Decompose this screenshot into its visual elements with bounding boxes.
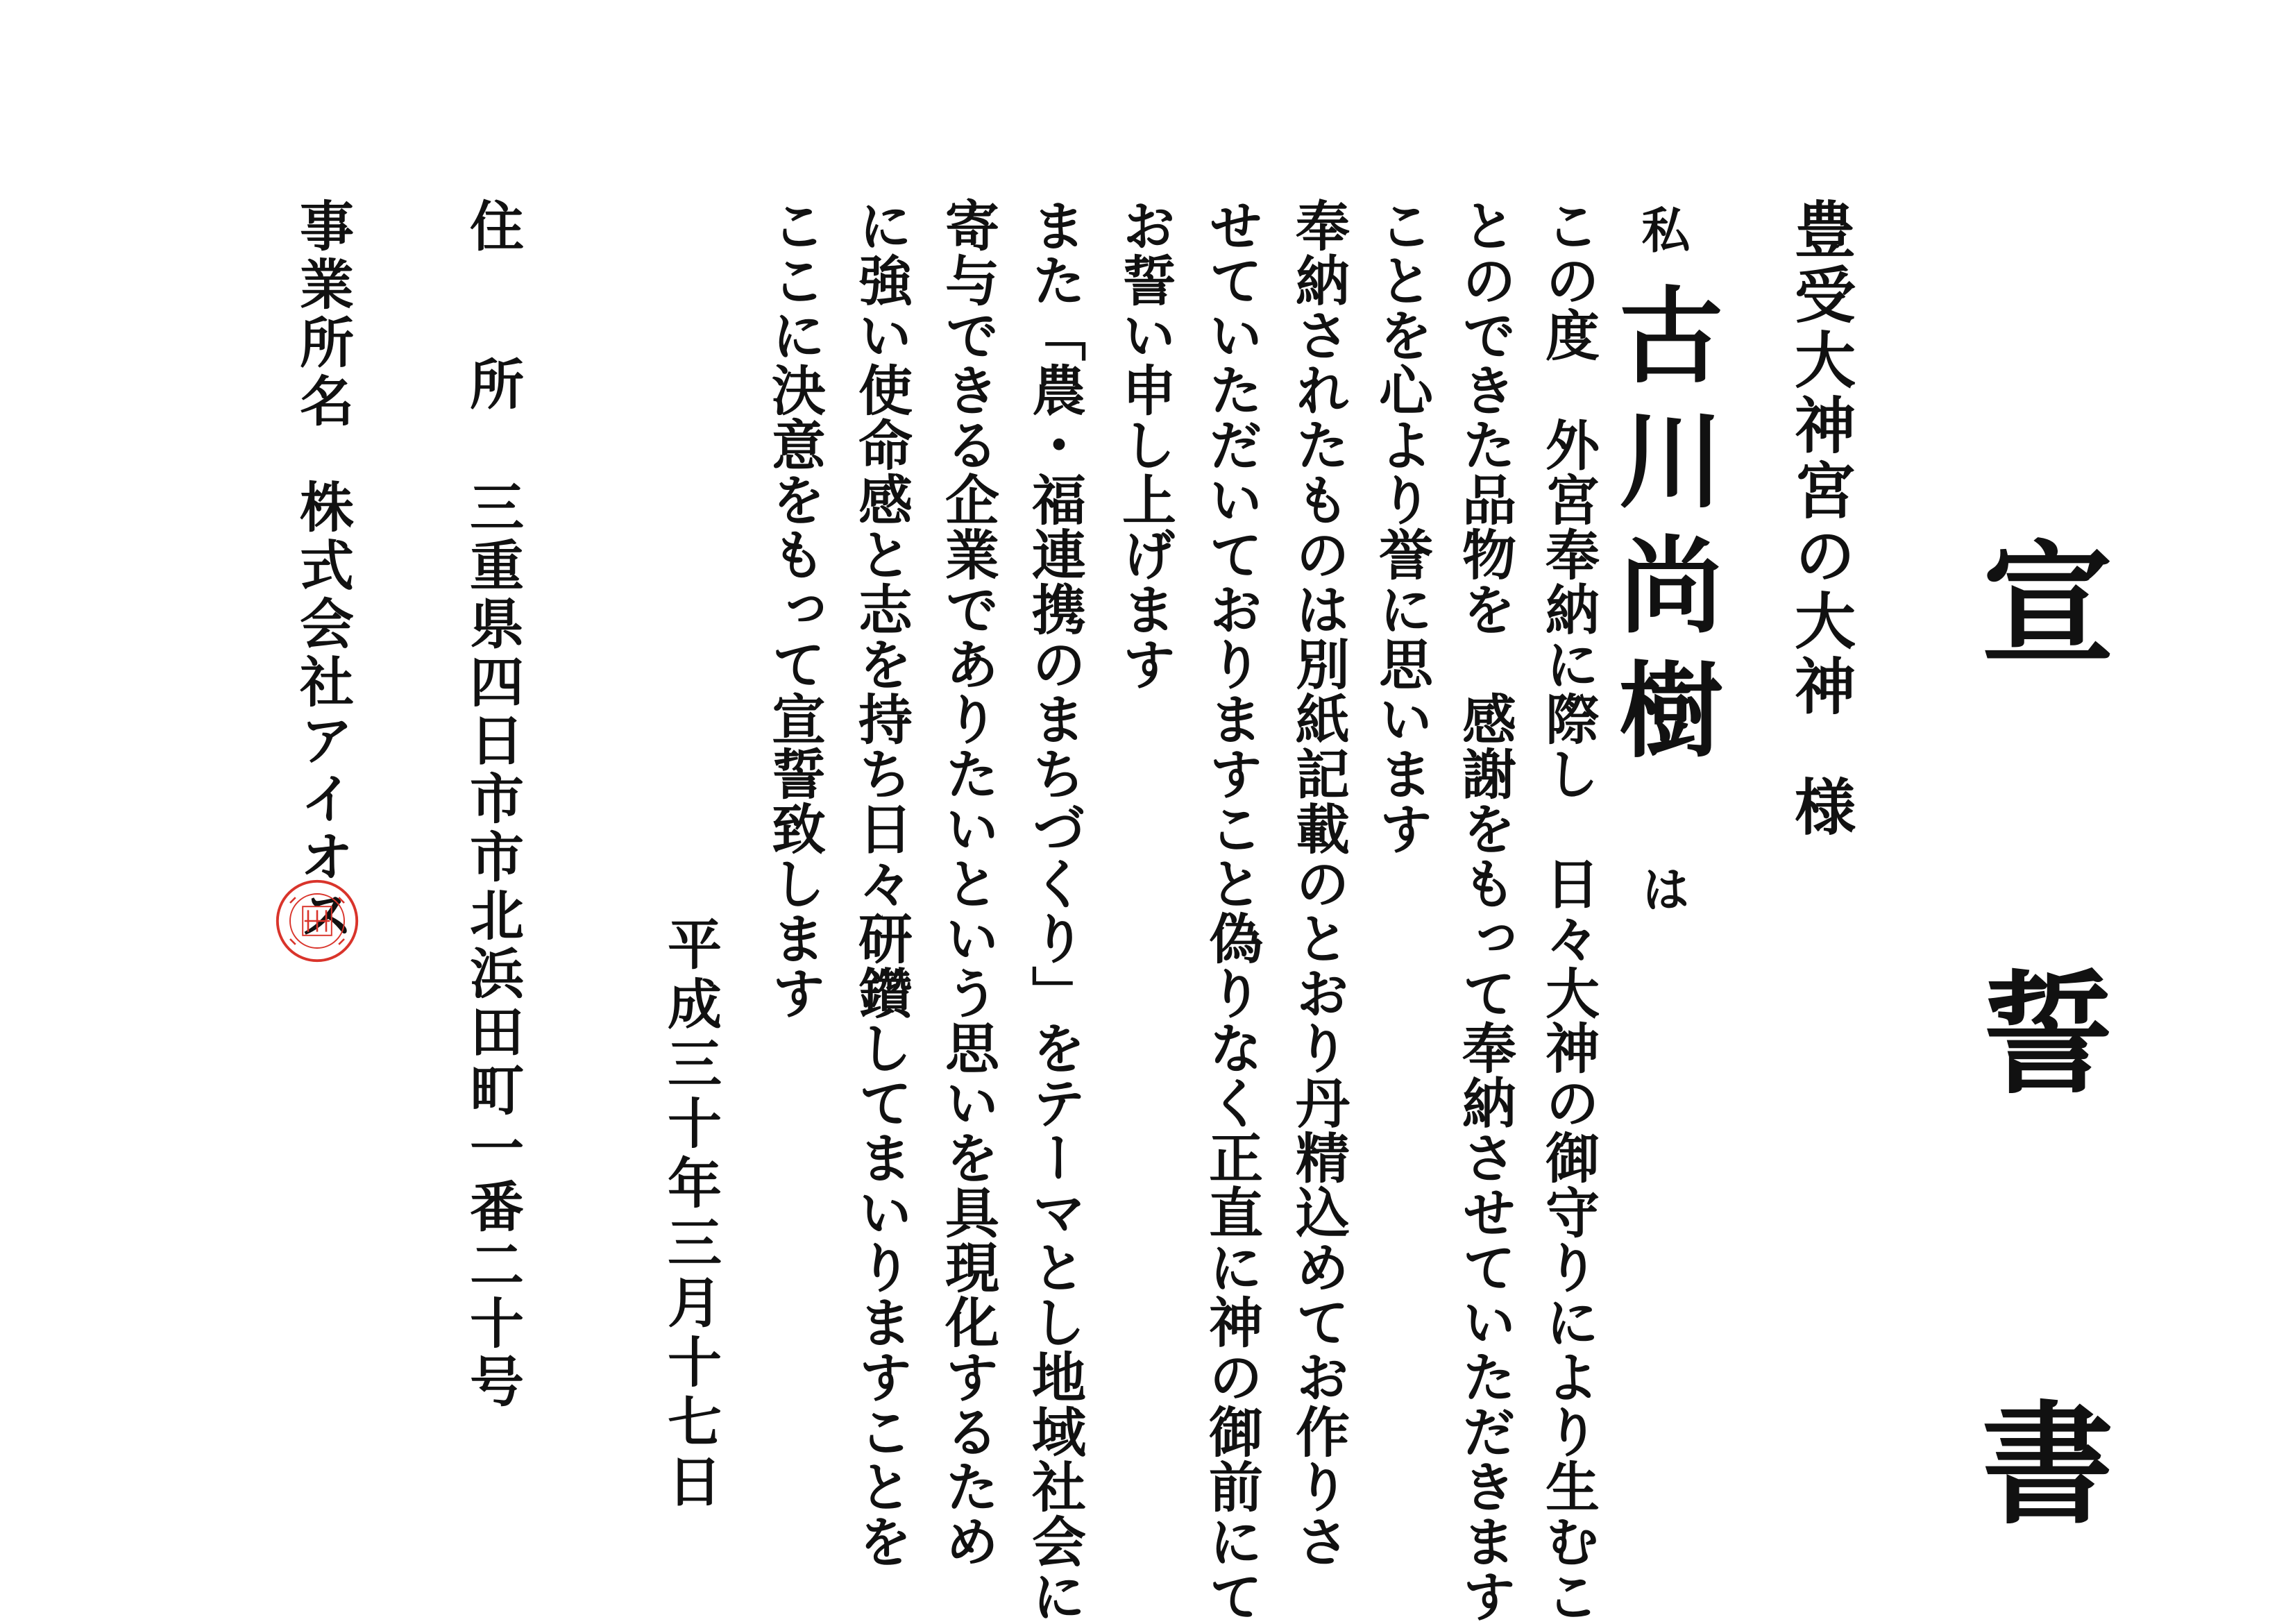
declaration-date: 平成三十年三月十七日: [659, 916, 722, 1513]
addressee: [1785, 198, 1857, 840]
company-name: 株式会社アイオス: [291, 479, 354, 945]
address-value: 三重県四日市市北浜田町一番二十号: [461, 479, 524, 1412]
declarant-prefix: 私: [1634, 205, 1691, 253]
company-label: 事業所名: [291, 198, 354, 431]
body-line: とのできた品物を 感謝をもって奉納させていただきます: [1453, 198, 1516, 1623]
body-line: この度 外宮奉納に際し 日々大神の御守りにより生むこ: [1536, 198, 1600, 1623]
body-line: ことを心より誉に思います: [1370, 198, 1433, 856]
address-label: 住所: [461, 198, 524, 514]
document-title: 宣 誓 書: [1960, 534, 2115, 1610]
declarant-name: 古川尚樹: [1601, 281, 1723, 781]
declarant-suffix: は: [1634, 864, 1691, 913]
declarant: [1601, 205, 1723, 913]
body-line: お誓い申し上げます: [1113, 198, 1176, 691]
body-line: ここに決意をもって宣誓致します: [763, 198, 826, 1020]
body-line: 寄与できる企業でありたいという思いを具現化するため: [936, 198, 999, 1568]
body-line: また「農・福連携のまちづくり」をテーマとし地域社会に: [1023, 198, 1086, 1623]
company-seal-icon: [272, 876, 362, 966]
addressee-name: 豊受大神宮の大神: [1785, 198, 1857, 720]
body-line: せていただいておりますこと偽りなく正直に神の御前にて: [1200, 198, 1263, 1623]
body-line: に強い使命感と志を持ち日々研鑽してまいりますことを: [849, 198, 913, 1568]
body-line: 奉納されたものは別紙記載のとおり丹精込めてお作りさ: [1287, 198, 1350, 1568]
addressee-honorific: 様: [1785, 775, 1857, 840]
